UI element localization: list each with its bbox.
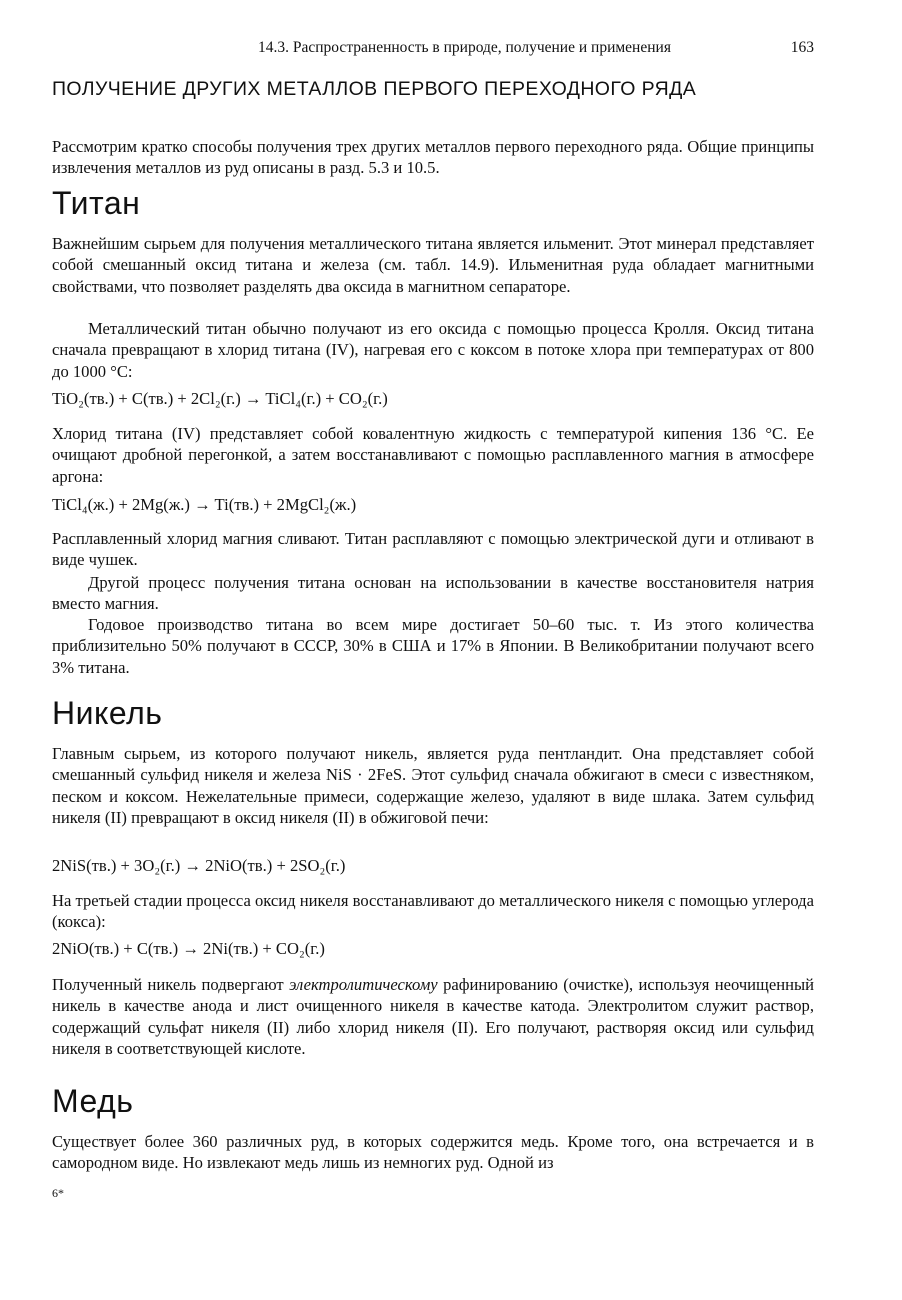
heading-copper: Медь — [52, 1083, 134, 1119]
nickel-paragraph-1: Главным сырьем, из которого получают никель, является руда пентландит. Она представляет собой смешанный сульфид никеля и железа NiS · 2FeS. Этот сульфид сначала обжигают в смеси с известняком, песком и коксом. Нежелательные примеси, содержащие железо, удаляют в виде шлака. Затем сульфид никеля (II) превращают в оксид никеля (II) в обжиговой печи: — [52, 744, 814, 827]
titanium-paragraph-5: Другой процесс получения титана основан на использовании в качестве восстановителя натрия вместо магния. — [52, 573, 814, 614]
intro-paragraph: Рассмотрим кратко способы получения трех других металлов первого переходного ряда. Общие принципы извлечения металлов из руд описаны в разд. 5.3 и 10.5. — [52, 137, 814, 178]
emphasis-electrolytic: электролитическому — [289, 975, 438, 994]
nickel-paragraph-2: На третьей стадии процесса оксид никеля восстанавливают до металлического никеля с помощью углерода (кокса): — [52, 891, 814, 932]
titanium-paragraph-3: Хлорид титана (IV) представляет собой ковалентную жидкость с температурой кипения 136 °C. Ее очищают дробной перегонкой, а затем восстанавливают с помощью расплавленного магния в атмосфере аргона: — [52, 424, 814, 486]
titanium-paragraph-2: Металлический титан обычно получают из его оксида с помощью процесса Кролля. Оксид титана сначала превращают в хлорид титана (IV), нагревая его с коксом в потоке хлора при температурах от 800 до 1000 °C: — [52, 319, 814, 381]
section-title: ПОЛУЧЕНИЕ ДРУГИХ МЕТАЛЛОВ ПЕРВОГО ПЕРЕХОДНОГО РЯДА — [52, 78, 697, 100]
titanium-paragraph-4: Расплавленный хлорид магния сливают. Титан расплавляют с помощью электрической дуги и отливают в виде чушек. — [52, 529, 814, 570]
copper-paragraph-1: Существует более 360 различных руд, в которых содержится медь. Кроме того, она встречается и в самородном виде. Но извлекают медь лишь из немногих руд. Одной из — [52, 1132, 814, 1173]
running-head — [258, 38, 814, 58]
running-head-title: 14.3. Распространенность в природе, получение и применения — [258, 39, 671, 56]
nickel-paragraph-3-start: Полученный никель подвергают — [52, 975, 290, 994]
nickel-paragraph-3 — [52, 974, 814, 1059]
titanium-paragraph-1: Важнейшим сырьем для получения металлического титана является ильменит. Этот минерал представляет собой смешанный оксид титана и железа (см. табл. 14.9). Ильменитная руда обладает магнитными свойствами, что позволяет разделять два оксида в магнитном сепараторе. — [52, 234, 814, 296]
nickel-paragraph-3-end: рафинированию (очистке), используя неочищенный никель в качестве анода и лист очищенного никеля в качестве катода. Электролитом служит раствор, содержащий сульфат никеля (II) либо хлорид никеля (II). Его получают, растворяя оксид или сульфид никеля в соответствующей кислоте. — [52, 975, 814, 1058]
titanium-paragraph-6: Годовое производство титана во всем мире достигает 50–60 тыс. т. Из этого количества приблизительно 50% получают в СССР, 30% в США и 17% в Японии. В Великобритании получают всего 3% титана. — [52, 615, 814, 677]
page-number: 163 — [790, 39, 814, 56]
heading-nickel: Никель — [52, 695, 163, 731]
titanium-equation-2: TiCl₄(ж.) + 2Mg(ж.) → Ti(тв.) + 2MgCl₂(ж.) — [52, 495, 357, 514]
signature-mark: 6* — [52, 1186, 64, 1200]
heading-titanium: Титан — [52, 185, 141, 221]
nickel-equation-1: 2NiS(тв.) + 3O₂(г.) → 2NiO(тв.) + 2SO₂(г.) — [52, 856, 346, 875]
nickel-equation-2: 2NiO(тв.) + C(тв.) → 2Ni(тв.) + CO₂(г.) — [52, 939, 325, 958]
titanium-equation-1: TiO₂(тв.) + C(тв.) + 2Cl₂(г.) → TiCl₄(г.) + CO₂(г.) — [52, 389, 388, 408]
